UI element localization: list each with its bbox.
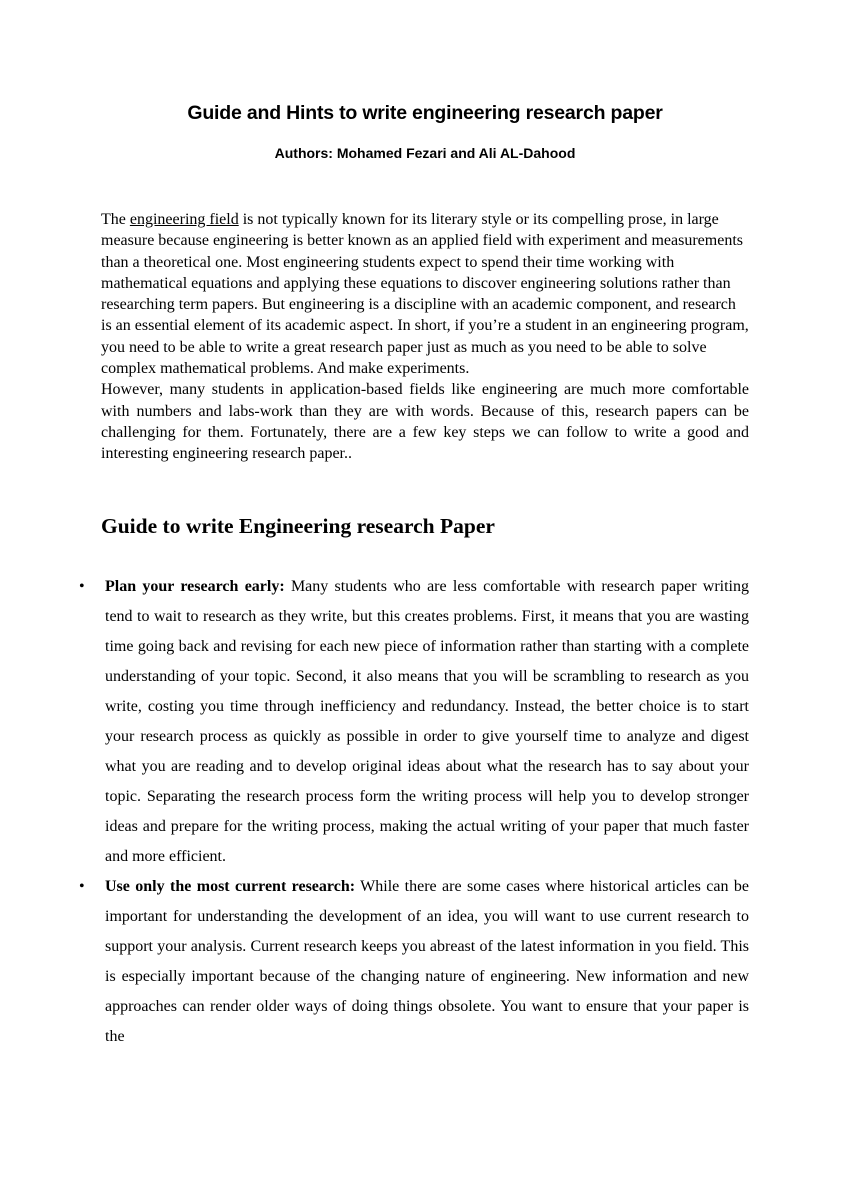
bullet-icon: • — [79, 578, 85, 595]
intro-prefix: The — [101, 211, 130, 228]
intro-section — [101, 209, 749, 465]
intro-paragraph-2: However, many students in application-based fields like engineering are much more comfortable with numbers and labs-work than they are with words. Because of this, research papers can be challenging for them. Fortunately, there are a few key steps we can follow to write a good and interesting engineering research paper.. — [101, 381, 749, 463]
bullet-lead: Plan your research early: — [105, 578, 285, 595]
bullet-lead: Use only the most current research: — [105, 878, 356, 895]
bullet-item-plan-research — [79, 572, 750, 872]
bullet-icon: • — [79, 878, 85, 895]
intro-paragraph-1 — [101, 209, 749, 379]
engineering-field-link[interactable]: engineering field — [129, 211, 239, 228]
document-title: Guide and Hints to write engineering research paper — [187, 102, 663, 124]
intro-paragraph-1-text: is not typically known for its literary style or its compelling prose, in large measure because engineering is better known as an applied field with experiment and measurements than a theoretical one. Most engineering students expect to spend their time working with mathematical equations and applying these equations to discover engineering solutions rather than researching term papers. But engineering is a discipline with an academic component, and research is an essential element of its academic aspect. In short, if you’re a student in an engineering program, you need to be able to write a great research paper just as much as you need to be able to solve complex mathematical problems. And make experiments. — [101, 211, 749, 378]
bullet-text: While there are some cases where historical articles can be important for understanding the development of an idea, you will want to use current research to support your analysis. Current research keeps you abreast of the latest information in you field. This is especially important because of the changing nature of engineering. New information and new approaches can render older ways of doing things obsolete. You want to ensure that your paper is the — [105, 878, 750, 1045]
guide-bullet-list — [79, 572, 750, 1052]
bullet-item-current-research — [79, 872, 750, 1052]
bullet-text: Many students who are less comfortable with research paper writing tend to wait to research as they write, but this creates problems. First, it means that you are wasting time going back and revising for each new piece of information rather than starting with a complete understanding of your topic. Second, it also means that you will be scrambling to research as you write, costing you time through inefficiency and redundancy. Instead, the better choice is to start your research process as quickly as possible in order to give yourself time to analyze and digest what you are reading and to develop original ideas about what the research has to say about your topic. Separating the research process form the writing process will help you to develop stronger ideas and prepare for the writing process, making the actual writing of your paper that much faster and more efficient. — [105, 578, 750, 865]
section-heading: Guide to write Engineering research Paper — [101, 514, 495, 538]
authors-line: Authors: Mohamed Fezari and Ali AL-Dahood — [274, 145, 576, 161]
